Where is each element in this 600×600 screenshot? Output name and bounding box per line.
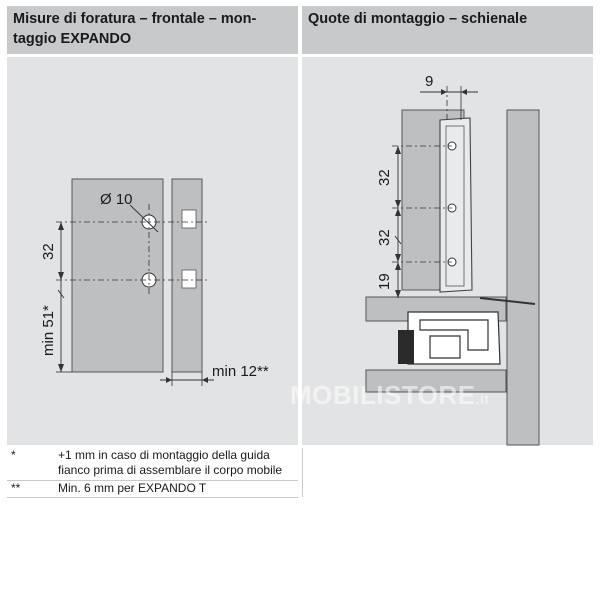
diameter-label: Ø 10 xyxy=(100,191,133,208)
left-title-line2: taggio EXPANDO xyxy=(13,31,132,47)
dim-lower-label: 19 xyxy=(376,273,393,290)
watermark-brand: MOBILISTORE xyxy=(290,380,476,410)
watermark-suffix: .it xyxy=(475,391,490,407)
note-text-1a: +1 mm in caso di montaggio della guida xyxy=(58,448,270,462)
dim-upper-label: 32 xyxy=(376,169,393,186)
note-divider-1 xyxy=(7,480,298,481)
dim-top-label: 9 xyxy=(425,73,434,90)
side-wall-shape xyxy=(507,110,539,445)
note-mark-1: * xyxy=(11,448,16,462)
note-divider-2 xyxy=(7,497,298,498)
note-text-1b: fianco prima di assemblare il corpo mobile xyxy=(58,463,283,477)
min-side-label: min 12** xyxy=(212,363,269,380)
note-row-1 xyxy=(0,448,300,480)
note-row-2 xyxy=(0,481,300,497)
note-text-2: Min. 6 mm per EXPANDO T xyxy=(58,481,207,495)
spacing-label: 32 xyxy=(40,243,57,260)
min-height-label: min 51* xyxy=(40,305,57,356)
note-right-cell xyxy=(302,448,594,497)
note-mark-2: ** xyxy=(11,481,21,495)
left-title-line1: Misure di foratura – frontale – mon- xyxy=(13,11,257,27)
watermark xyxy=(290,380,490,411)
dim-middle-label: 32 xyxy=(376,229,393,246)
right-title-line1: Quote di montaggio – schienale xyxy=(308,11,528,27)
